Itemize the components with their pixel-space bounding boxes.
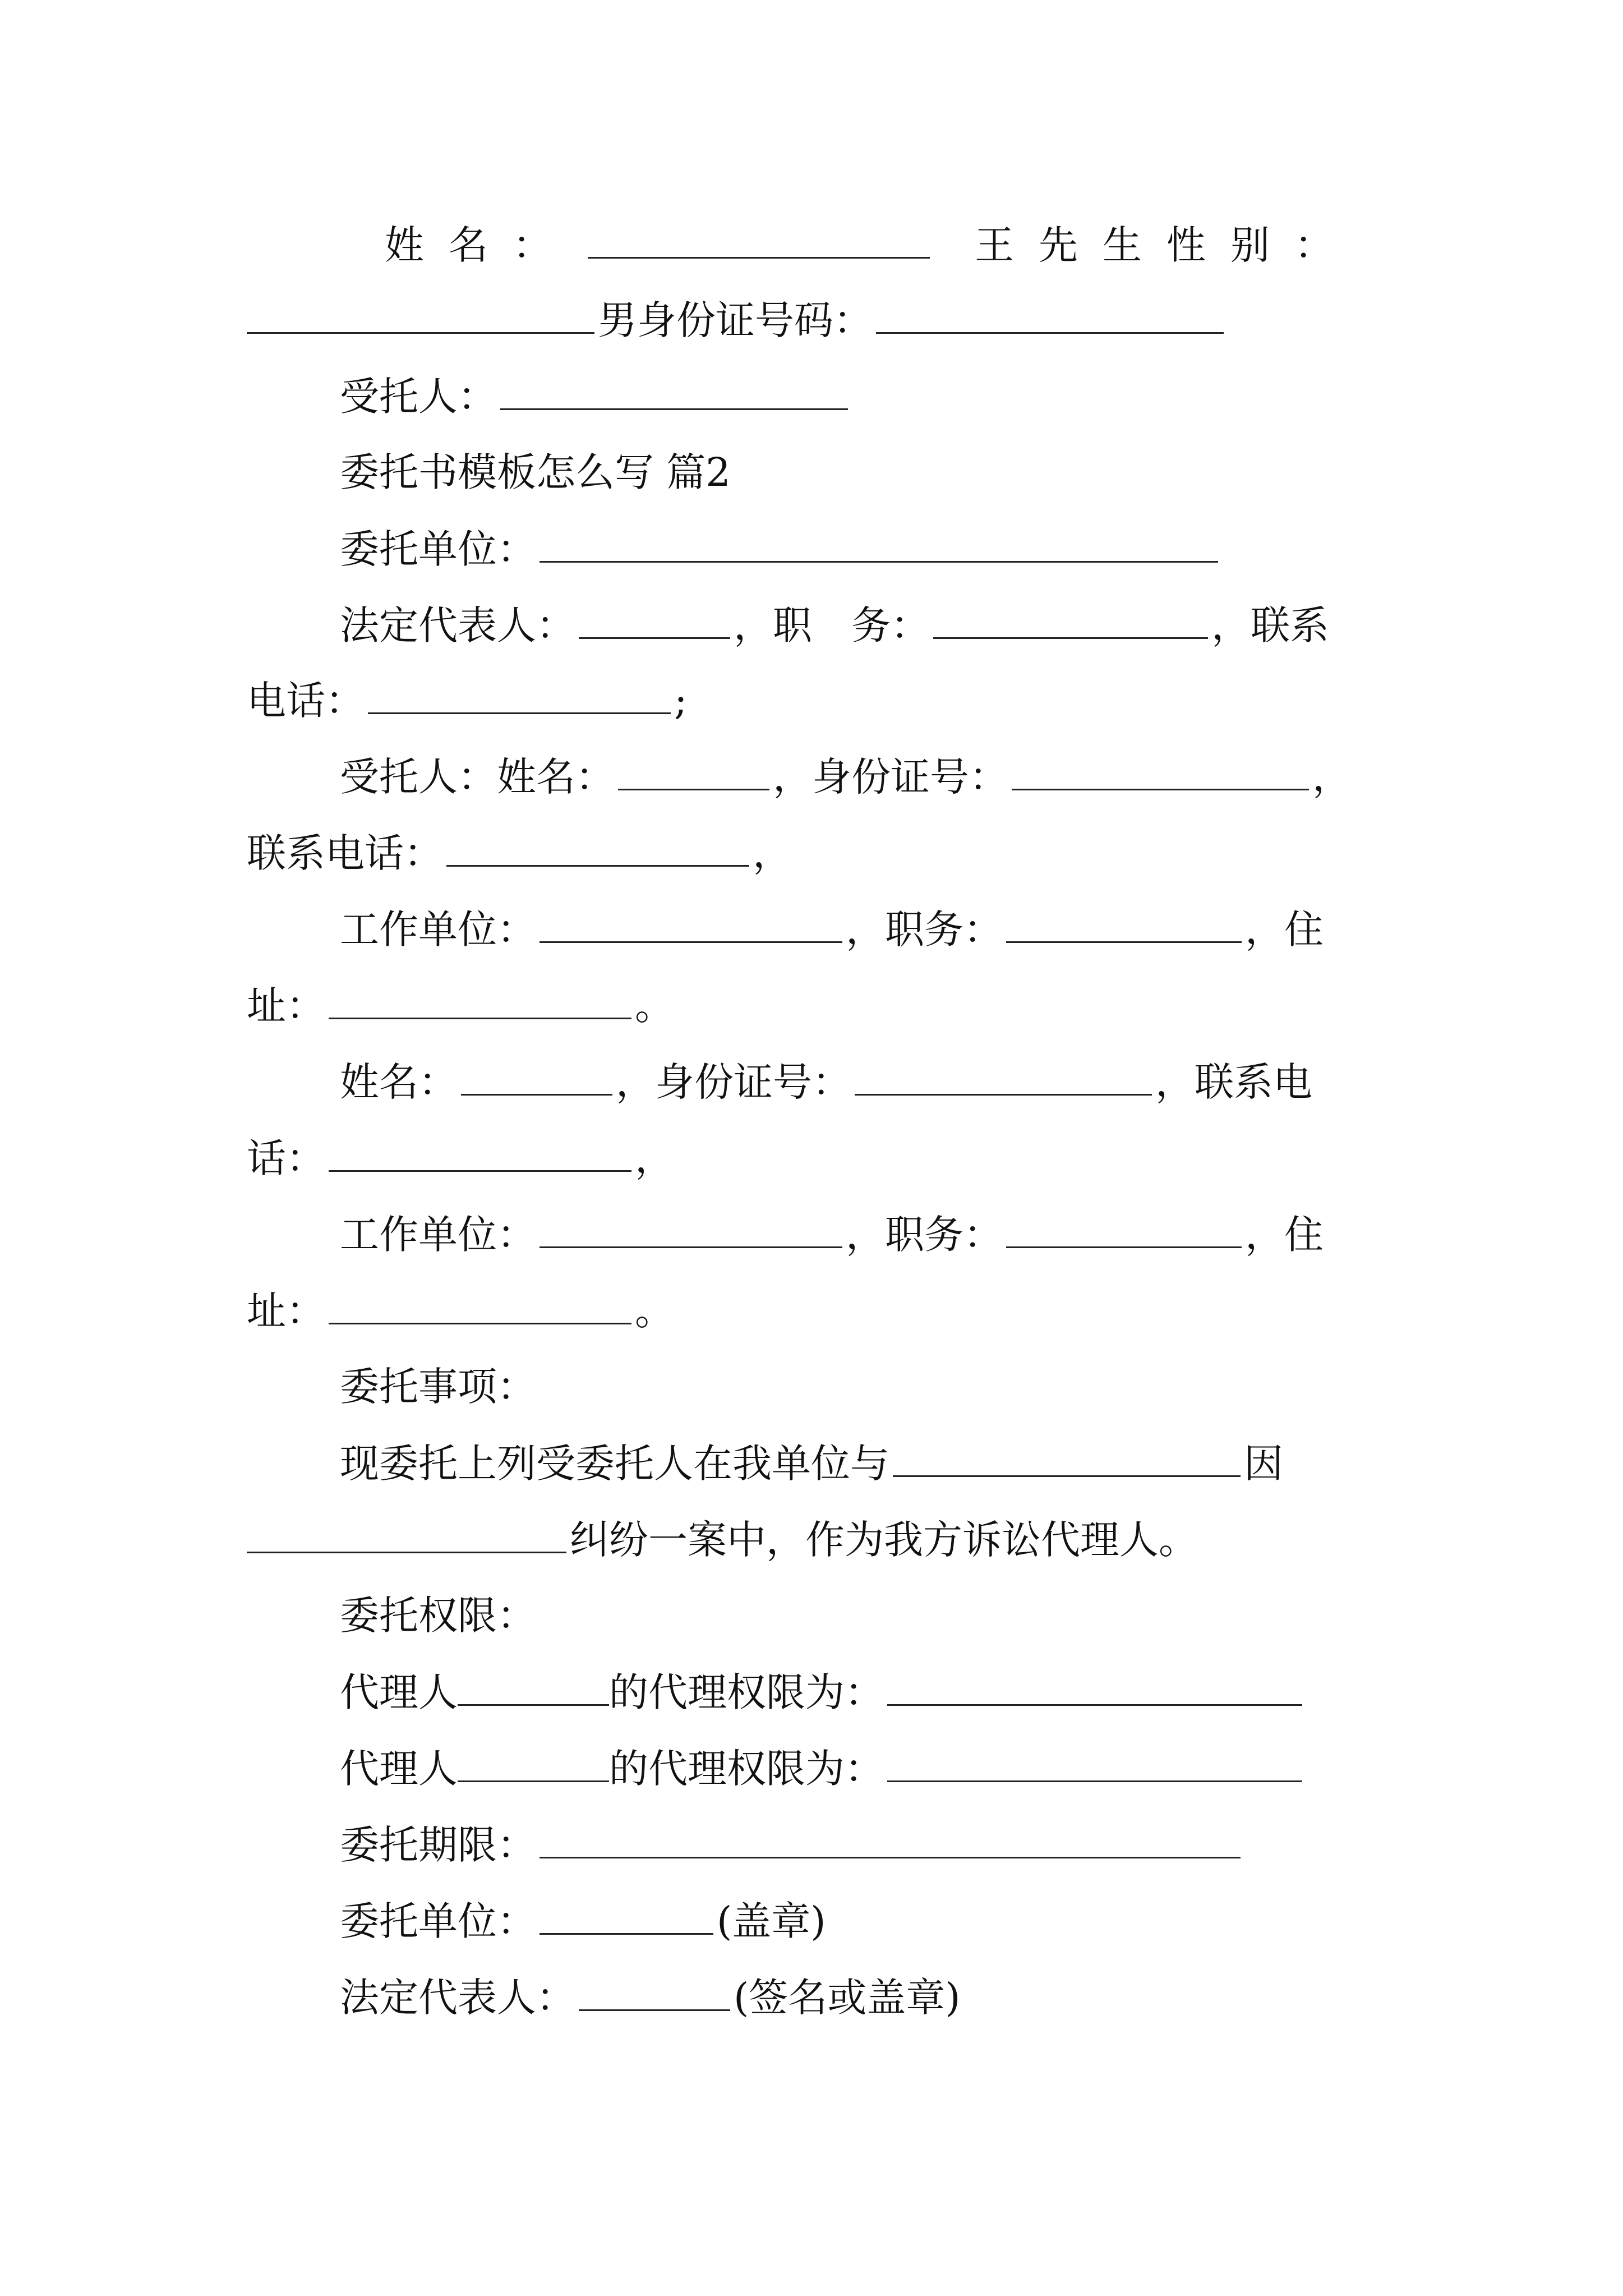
- job-blank-2: [1006, 1206, 1242, 1248]
- second-phone-line: [247, 1130, 674, 1186]
- term-blank: [540, 1816, 1241, 1858]
- phone-end: ;: [674, 678, 688, 724]
- term-line: [340, 1816, 1244, 1872]
- work-unit-line-1: [340, 901, 1324, 957]
- second-phone-end: ，: [635, 1135, 674, 1181]
- job-label-2: ，职务：: [846, 1212, 1003, 1258]
- work-unit-label-2: 工作单位：: [340, 1212, 536, 1258]
- matters-text-2: 纠纷一案中，作为我方诉讼代理人。: [570, 1517, 1198, 1563]
- trustee-name-label: 受托人：姓名：: [340, 754, 615, 800]
- matters-line-2: [247, 1511, 1198, 1567]
- address-blank-2: [329, 1282, 631, 1324]
- position-label: ，职 务：: [734, 602, 930, 648]
- address-line-1: [247, 977, 674, 1033]
- second-phone-label: 话：: [247, 1135, 325, 1181]
- agent-label-1: 代理人: [340, 1669, 458, 1715]
- name-gender-text: 王先生性别：: [975, 222, 1358, 268]
- trustee-phone-line: [247, 825, 792, 881]
- trustee-name-blank: [618, 748, 769, 790]
- second-name-line: [340, 1053, 1312, 1110]
- address-line-2: [247, 1282, 674, 1338]
- trustee-phone-label: 联系电话：: [247, 830, 443, 876]
- agent-authority-blank-1: [887, 1664, 1302, 1706]
- name-gender-line: [385, 217, 1358, 273]
- contact-label: ，联系: [1211, 602, 1329, 648]
- counterparty-blank: [893, 1435, 1241, 1477]
- unit-seal-blank: [540, 1893, 713, 1935]
- trustee-name-line: [340, 748, 1352, 804]
- position-blank: [933, 597, 1208, 639]
- second-name-blank: [461, 1053, 612, 1096]
- job-label-1: ，职务：: [846, 907, 1003, 953]
- dispute-blank: [247, 1511, 566, 1553]
- trustee-blank: [500, 368, 848, 410]
- name-label: 姓名：: [385, 222, 577, 268]
- trustee-phone-end: ，: [753, 830, 792, 876]
- address-blank-1: [329, 977, 631, 1019]
- address-end-2: 。: [635, 1288, 674, 1334]
- matters-text-1: 现委托上列受委托人在我单位与: [340, 1441, 889, 1487]
- rep-sign-label: 法定代表人：: [340, 1975, 575, 2021]
- authority-label: 委托权限：: [340, 1593, 536, 1639]
- legal-rep-line: [340, 597, 1329, 653]
- entrusting-unit-line: [340, 521, 1221, 577]
- agent-authority-line-1: [340, 1664, 1306, 1720]
- address-start-1: ，住: [1245, 907, 1324, 953]
- entrusting-unit-label: 委托单位：: [340, 526, 536, 572]
- job-blank-1: [1006, 901, 1242, 943]
- trustee-label: 受托人：: [340, 374, 497, 420]
- address-label-2: 址：: [247, 1288, 325, 1334]
- section-heading: [340, 444, 731, 500]
- matters-label: 委托事项：: [340, 1364, 536, 1410]
- work-unit-blank-1: [540, 901, 842, 943]
- address-end-1: 。: [635, 983, 674, 1029]
- gender-blank: [247, 292, 594, 334]
- unit-seal-note: (盖章): [717, 1898, 826, 1944]
- trustee-phone-blank: [446, 825, 749, 867]
- matters-heading: [340, 1359, 536, 1415]
- second-name-label: 姓名：: [340, 1059, 458, 1105]
- matters-cause: 因: [1244, 1441, 1283, 1487]
- agent-authority-label-2: 的代理权限为：: [609, 1746, 884, 1792]
- agent-name-blank-1: [458, 1664, 609, 1706]
- authority-heading: [340, 1588, 536, 1644]
- entrusting-unit-blank: [540, 521, 1218, 563]
- agent-authority-line-2: [340, 1740, 1306, 1796]
- work-unit-blank-2: [540, 1206, 842, 1248]
- address-start-2: ，住: [1245, 1212, 1324, 1258]
- work-unit-line-2: [340, 1206, 1324, 1262]
- section-title: 委托书模板怎么写 篇2: [340, 449, 731, 495]
- legal-rep-blank: [579, 597, 730, 639]
- trustee-id-end: ，: [1312, 754, 1352, 800]
- rep-sign-blank: [579, 1969, 730, 2011]
- phone-label: 电话：: [247, 678, 365, 724]
- agent-name-blank-2: [458, 1740, 609, 1782]
- unit-seal-line: [340, 1893, 826, 1949]
- second-id-blank: [855, 1053, 1152, 1096]
- phone-line: [247, 672, 688, 728]
- second-id-label: ，身份证号：: [616, 1059, 851, 1105]
- agent-label-2: 代理人: [340, 1746, 458, 1792]
- name-blank: [588, 217, 930, 259]
- work-unit-label-1: 工作单位：: [340, 907, 536, 953]
- trustee-id-blank: [1012, 748, 1309, 790]
- rep-sign-line: [340, 1969, 961, 2025]
- matters-line-1: [340, 1435, 1283, 1491]
- term-label: 委托期限：: [340, 1822, 536, 1868]
- phone-blank: [368, 672, 671, 714]
- rep-sign-note: (签名或盖章): [734, 1975, 961, 2021]
- second-phone-blank: [329, 1130, 631, 1172]
- agent-authority-label-1: 的代理权限为：: [609, 1669, 884, 1715]
- id-number-line: [247, 292, 1227, 348]
- trustee-id-label: ，身份证号：: [773, 754, 1008, 800]
- trustee-line: [340, 368, 851, 424]
- legal-rep-label: 法定代表人：: [340, 602, 575, 648]
- gender-id-label: 男身份证号码：: [598, 297, 873, 343]
- id-number-blank: [876, 292, 1224, 334]
- second-contact-label: ，联系电: [1155, 1059, 1312, 1105]
- address-label-1: 址：: [247, 983, 325, 1029]
- unit-seal-label: 委托单位：: [340, 1898, 536, 1944]
- agent-authority-blank-2: [887, 1740, 1302, 1782]
